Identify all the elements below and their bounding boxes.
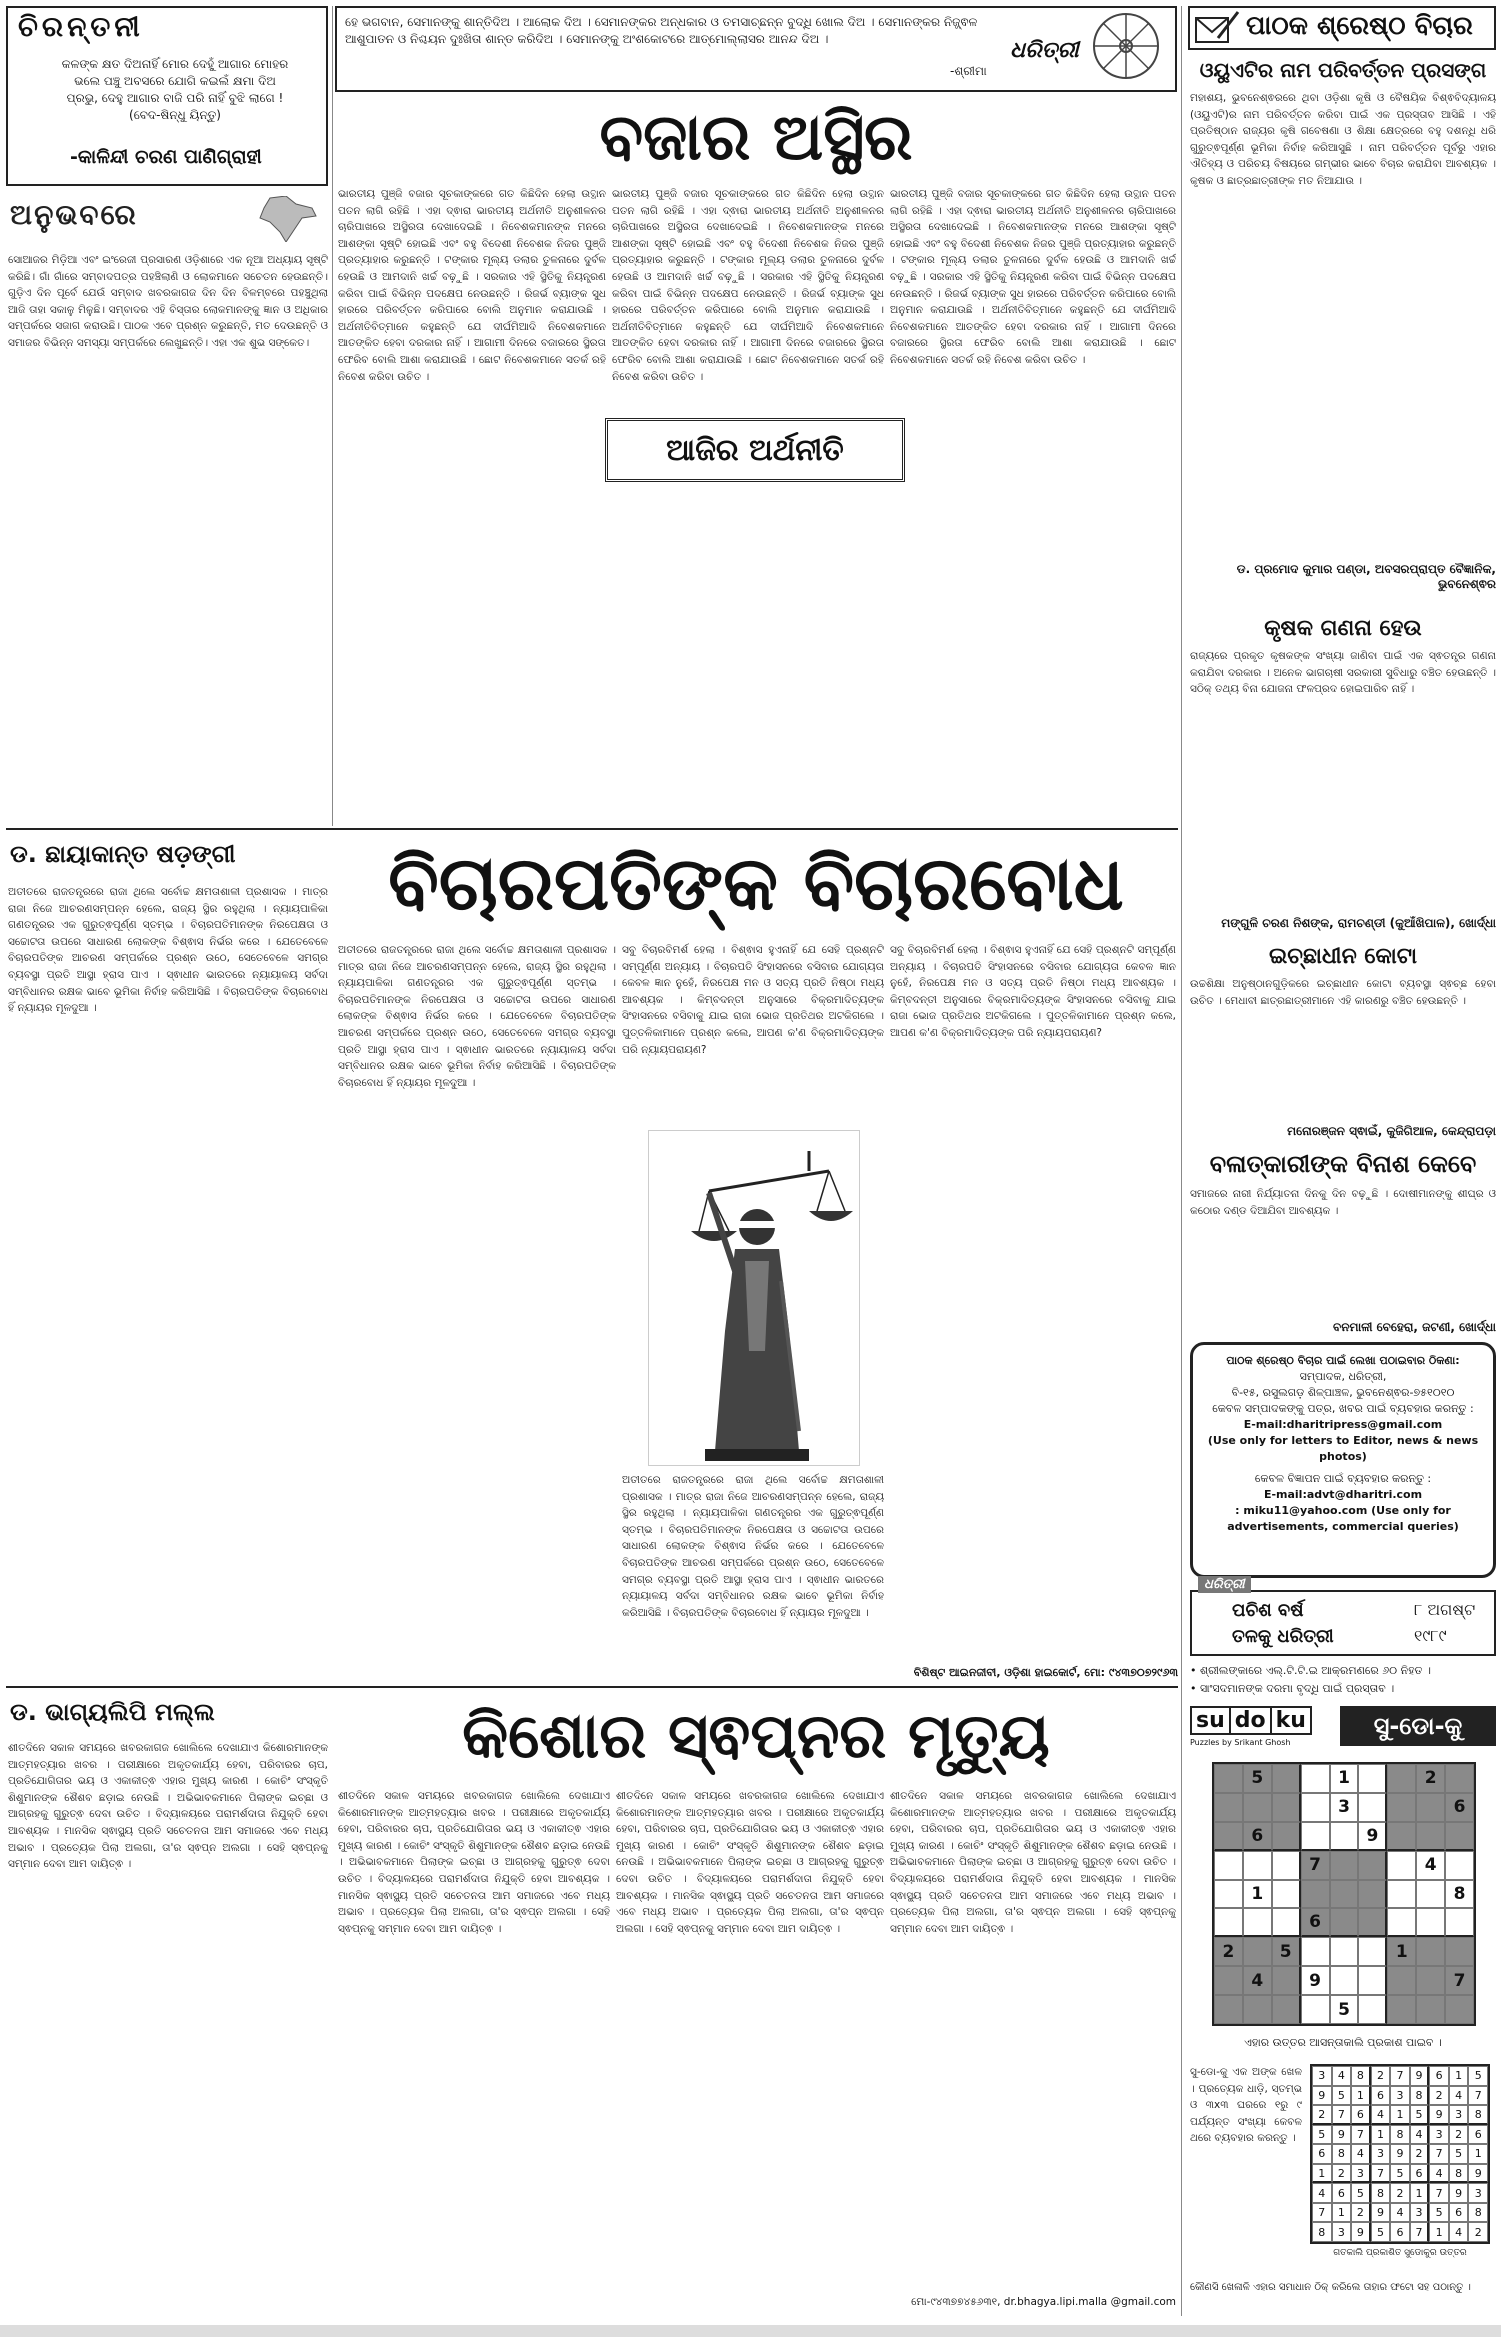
letter4-text: ସମାଜରେ ନାରୀ ନିର୍ଯ୍ୟାତନା ଦିନକୁ ଦିନ ବଢ଼ୁଛି । ଦୋଷୀମାନଙ୍କୁ ଶୀଘ୍ର ଓ କଠୋର ଦଣ୍ଡ ଦିଆଯିବା ଆବଶ୍ୟକ । — [1190, 1188, 1496, 1217]
sudoku-cell[interactable] — [1387, 1908, 1416, 1937]
sudoku-cell[interactable] — [1358, 1937, 1387, 1966]
sudoku-solution-cell: 6 — [1390, 2222, 1410, 2242]
sudoku-footnote: କୌଣସି ଖେଳାଳି ଏହାର ସମାଧାନ ଠିକ୍ କରିଲେ ତାହାର ଫଟୋ ସହ ପଠାନ୍ତୁ । — [1190, 2282, 1471, 2293]
letter1-text: ମହାଶୟ, ଭୁବନେଶ୍ଵରରେ ଥିବା ଓଡ଼ିଶା କୃଷି ଓ ବୈଷୟିକ ବିଶ୍ଵବିଦ୍ୟାଳୟ (ଓୟୁଏଟି)ର ନାମ ପରିବର୍ତ୍ତନ କରିବା ପାଇଁ ଏକ ପ୍ରସ୍ତାବ ଆସିଛି । ଏହି ପ୍ରତିଷ୍ଠାନ ରାଜ୍ୟର କୃଷି ଗବେଷଣା ଓ ଶିକ୍ଷା କ୍ଷେତ୍ରରେ ବହୁ ଦଶନ୍ଧି ଧରି ଗୁରୁତ୍ଵପୂର୍ଣ୍ଣ ଭୂମିକା ନିର୍ବାହ କରିଆସୁଛି । ନାମ ପରିବର୍ତ୍ତନ ପୂର୍ବରୁ ଏହାର ଐତିହ୍ୟ ଓ ପରିଚୟ ବିଷୟରେ ଗମ୍ଭୀର ଭାବେ ବିଚାର କରାଯିବା ଆବଶ୍ୟକ । କୃଷକ ଓ ଛାତ୍ରଛାତ୍ରୀଙ୍କ ମତ ନିଆଯାଉ । — [1190, 92, 1496, 187]
sudoku-solution-cell: 2 — [1312, 2105, 1332, 2125]
chirantani-poem: କଳଙ୍କ କ୍ଷତ ଦିଅନାହିଁ ମୋର ଦେହୁଁ ଆଗାର ମୋହର ଭଲେ ପଞ୍ଚୁ ଅବସରେ ଯୋଗି କଇଲଁ କ୍ଷମା ଦିଅ ପ୍ରଭୁ, ଦେହୁ ଆଗାର ବାଜି ପରି ନାହିଁ ବୁଝି ଲାଗେ ! (ବେଦ-ଷିନ୍ଧୁ ୟିନ୍ତୁ) — [61, 57, 289, 122]
sudoku-solution-cell: 1 — [1390, 2105, 1410, 2125]
article3-text-col1: ଶୀତଦିନେ ସକାଳ ସମୟରେ ଖବରକାଗଜ ଖୋଲିଲେ ଦେଖାଯାଏ କିଶୋରମାନଙ୍କ ଆତ୍ମହତ୍ୟାର ଖବର । ପରୀକ୍ଷାରେ ଅକୃତକାର୍ଯ୍ୟ ହେବା, ପରିବାରର ଚାପ, ପ୍ରତିଯୋଗିତାର ଭୟ ଓ ଏକାକୀତ୍ଵ ଏହାର ମୁଖ୍ୟ କାରଣ । କୋଚିଂ ସଂସ୍କୃତି ଶିଶୁମାନଙ୍କ ଶୈଶବ ଛଡ଼ାଇ ନେଉଛି । ଅଭିଭାବକମାନେ ପିଲାଙ୍କ ଇଚ୍ଛା ଓ ଆଗ୍ରହକୁ ଗୁରୁତ୍ଵ ଦେବା ଉଚିତ । ବିଦ୍ୟାଳୟରେ ପରାମର୍ଶଦାତା ନିଯୁକ୍ତି ହେବା ଆବଶ୍ୟକ । ମାନସିକ ସ୍ଵାସ୍ଥ୍ୟ ପ୍ରତି ସଚେତନତା ଆମ ସମାଜରେ ଏବେ ମଧ୍ୟ ଅଭାବ । ପ୍ରତ୍ୟେକ ପିଲା ଅଲଗା, ତା'ର ସ୍ଵପ୍ନ ଅଲଗା । ସେହି ସ୍ଵପ୍ନକୁ ସମ୍ମାନ ଦେବା ଆମ ଦାୟିତ୍ଵ । — [8, 1742, 328, 1871]
sudoku-solution-cell: 2 — [1351, 2203, 1371, 2223]
sudoku-solution-cell: 9 — [1332, 2125, 1352, 2145]
sudoku-cell[interactable] — [1272, 1851, 1301, 1880]
sudoku-solution-cell: 2 — [1449, 2125, 1469, 2145]
masthead-logo: ଧରିତ୍ରୀ — [1010, 38, 1079, 63]
left-column-text: ସୋଆଜର ମିଡ଼ିଆ ଏବଂ ଇଂରେଜୀ ପ୍ରସାରଣ ଓଡ଼ିଶାରେ ଏକ ନୂଆ ଅଧ୍ୟାୟ ସୃଷ୍ଟି କରିଛି। ଗାଁ ଗାଁରେ ସମ୍ବାଦପତ୍ର ପହଞ୍ଚିଲାଣି ଓ ଲୋକମାନେ ସଚେତନ ହେଉଛନ୍ତି। ଗୁଡ଼ିଏ ଦିନ ପୂର୍ବେ ଯେଉଁ ସମ୍ବାଦ ଖବରକାଗଜ ଦିନ ଦିନ ବିଳମ୍ବରେ ପହଞ୍ଚୁଥିଲା ଆଜି ତାହା ସକାଳୁ ମିଳୁଛି। ସମ୍ବାଦର ଏହି ବିସ୍ତାର ଲୋକମାନଙ୍କୁ ଜ୍ଞାନ ଓ ଅଧିକାର ସମ୍ପର୍କରେ ସଜାଗ କରାଉଛି। ପାଠକ ଏବେ ପ୍ରଶ୍ନ କରୁଛନ୍ତି, ମତ ଦେଉଛନ୍ତି ଓ ସମାଜର ବିଭିନ୍ନ ସମସ୍ୟା ସମ୍ପର୍କରେ ଲେଖୁଛନ୍ତି। ଏହା ଏକ ଶୁଭ ସଙ୍କେତ। — [8, 254, 328, 349]
sudoku-cell[interactable] — [1358, 1764, 1387, 1793]
contact-line3: ବି-୧୫, ରସୁଲଗଡ଼ ଶିଳ୍ପାଞ୍ଚଳ, ଭୁବନେଶ୍ଵର-୭୫୧୦୧୦ — [1231, 1386, 1455, 1399]
sudoku-solution-cell: 3 — [1429, 2125, 1449, 2145]
sudoku-solution-cell: 4 — [1312, 2183, 1332, 2203]
sudoku-solution-cell: 3 — [1312, 2066, 1332, 2086]
sudoku-header — [1190, 1706, 1496, 1752]
sudoku-solution-cell: 6 — [1429, 2066, 1449, 2086]
sudoku-cell[interactable] — [1358, 1793, 1387, 1822]
article1-subhead — [605, 418, 905, 482]
contact-email3[interactable]: : miku11@yahoo.com (Use only for advertisements, commercial queries) — [1227, 1504, 1459, 1533]
sudoku-cell[interactable]: 5 — [1272, 1937, 1301, 1966]
sudoku-cell[interactable] — [1301, 1793, 1330, 1822]
sudoku-solution-cell: 7 — [1351, 2125, 1371, 2145]
sudoku-solution-cell: 2 — [1371, 2066, 1391, 2086]
sudoku-solution-cell: 5 — [1468, 2066, 1488, 2086]
sudoku-cell[interactable] — [1416, 1995, 1445, 2024]
sudoku-cell[interactable] — [1214, 1822, 1243, 1851]
sudoku-cell[interactable] — [1445, 1908, 1474, 1937]
sudoku-cell[interactable]: 5 — [1330, 1995, 1359, 2024]
sudoku-solution-cell: 9 — [1429, 2105, 1449, 2125]
letter3-title: ଇଚ୍ଛାଧୀନ କୋଟା — [1269, 944, 1417, 969]
sudoku-solution-cell: 8 — [1468, 2105, 1488, 2125]
sudoku-solution-cell: 6 — [1371, 2086, 1391, 2106]
sudoku-cell[interactable] — [1330, 1822, 1359, 1851]
scales-of-justice-icon — [649, 1131, 861, 1467]
article2-headline: ବିଚାରପତିଙ୍କ ବିଚାରବୋଧ — [388, 841, 1124, 927]
sudoku-cell[interactable]: 2 — [1214, 1937, 1243, 1966]
letter4-title: ବଳାତ୍କାରୀଙ୍କ ବିନାଶ କେବେ — [1209, 1150, 1477, 1178]
article2-author-footer: ବିଶିଷ୍ଟ ଆଇନଜୀବୀ, ଓଡ଼ିଶା ହାଇକୋର୍ଟ, ମୋ: ୯୪୩୭୦୭୨୯୬୩ — [913, 1666, 1178, 1679]
sudoku-cell[interactable] — [1416, 1793, 1445, 1822]
sudoku-cell[interactable] — [1445, 1764, 1474, 1793]
sudoku-credit: Puzzles by Srikant Ghosh — [1190, 1738, 1291, 1747]
editorial-note-signature: -ଶ୍ରୀମା — [950, 64, 987, 78]
sudoku-solution-cell: 6 — [1332, 2183, 1352, 2203]
sudoku-solution-cell: 5 — [1429, 2203, 1449, 2223]
sudoku-solution-cell: 1 — [1312, 2164, 1332, 2184]
article3-headline: କିଶୋର ସ୍ଵପ୍ନର ମୃତ୍ୟୁ — [462, 1699, 1050, 1772]
sudoku-brand-ku: ku — [1275, 1708, 1306, 1733]
sudoku-cell[interactable]: 9 — [1301, 1966, 1330, 1995]
sudoku-cell[interactable]: 2 — [1416, 1764, 1445, 1793]
sudoku-cell[interactable] — [1243, 1793, 1272, 1822]
sudoku-cell[interactable] — [1387, 1966, 1416, 1995]
sudoku-solution-cell: 9 — [1312, 2086, 1332, 2106]
sudoku-solution-cell: 5 — [1390, 2164, 1410, 2184]
sudoku-cell[interactable] — [1358, 1908, 1387, 1937]
sudoku-cell[interactable]: 7 — [1301, 1851, 1330, 1880]
sudoku-solution-cell: 5 — [1332, 2086, 1352, 2106]
article3-text-col2: ଶୀତଦିନେ ସକାଳ ସମୟରେ ଖବରକାଗଜ ଖୋଲିଲେ ଦେଖାଯାଏ କିଶୋରମାନଙ୍କ ଆତ୍ମହତ୍ୟାର ଖବର । ପରୀକ୍ଷାରେ ଅକୃତକାର୍ଯ୍ୟ ହେବା, ପରିବାରର ଚାପ, ପ୍ରତିଯୋଗିତାର ଭୟ ଓ ଏକାକୀତ୍ଵ ଏହାର ମୁଖ୍ୟ କାରଣ । କୋଚିଂ ସଂସ୍କୃତି ଶିଶୁମାନଙ୍କ ଶୈଶବ ଛଡ଼ାଇ ନେଉଛି । ଅଭିଭାବକମାନେ ପିଲାଙ୍କ ଇଚ୍ଛା ଓ ଆଗ୍ରହକୁ ଗୁରୁତ୍ଵ ଦେବା ଉଚିତ । ବିଦ୍ୟାଳୟରେ ପରାମର୍ଶଦାତା ନିଯୁକ୍ତି ହେବା ଆବଶ୍ୟକ । ମାନସିକ ସ୍ଵାସ୍ଥ୍ୟ ପ୍ରତି ସଚେତନତା ଆମ ସମାଜରେ ଏବେ ମଧ୍ୟ ଅଭାବ । ପ୍ରତ୍ୟେକ ପିଲା ଅଲଗା, ତା'ର ସ୍ଵପ୍ନ ଅଲଗା । ସେହି ସ୍ଵପ୍ନକୁ ସମ୍ମାନ ଦେବା ଆମ ଦାୟିତ୍ଵ । — [338, 1790, 610, 1935]
sudoku-solution-cell: 1 — [1410, 2183, 1430, 2203]
sudoku-solution-cell: 7 — [1371, 2164, 1391, 2184]
sudoku-solution-cell: 2 — [1390, 2183, 1410, 2203]
sudoku-cell[interactable] — [1301, 1937, 1330, 1966]
article1-text-col2: ଭାରତୀୟ ପୁଞ୍ଜି ବଜାର ସୂଚକାଙ୍କରେ ଗତ କିଛିଦିନ ହେଲା ଉତ୍ଥାନ ପତନ ଲାଗି ରହିଛି । ଏହା ଦ୍ଵାରା ଭାରତୀୟ ଅର୍ଥନୀତି ଅନୁଶୀଳନର ଚାରିପାଖରେ ଅସ୍ଥିରତା ଦେଖାଦେଇଛି । ନିବେଶକମାନଙ୍କ ମନରେ ଆଶଙ୍କା ସୃଷ୍ଟି ହୋଇଛି ଏବଂ ବହୁ ବିଦେଶୀ ନିବେଶକ ନିଜର ପୁଞ୍ଜି ପ୍ରତ୍ୟାହାର କରୁଛନ୍ତି । ଟଙ୍କାର ମୂଲ୍ୟ ଡଲାର ତୁଳନାରେ ଦୁର୍ବଳ ହେଉଛି ଓ ଆମଦାନି ଖର୍ଚ୍ଚ ବଢ଼ୁଛି । ସରକାର ଏହି ସ୍ଥିତିକୁ ନିୟନ୍ତ୍ରଣ କରିବା ପାଇଁ ବିଭିନ୍ନ ପଦକ୍ଷେପ ନେଉଛନ୍ତି । ରିଜର୍ଭ ବ୍ୟାଙ୍କ ସୁଧ ହାରରେ ପରିବର୍ତ୍ତନ କରିପାରେ ବୋଲି ଅନୁମାନ କରାଯାଉଛି । ଅର୍ଥନୀତିବିତ୍‌ମାନେ କହୁଛନ୍ତି ଯେ ଦୀର୍ଘମିଆଦି ନିବେଶକମାନେ ଆତଙ୍କିତ ହେବା ଦରକାର ନାହିଁ । ଆଗାମୀ ଦିନରେ ବଜାରରେ ସ୍ଥିରତା ଫେରିବ ବୋଲି ଆଶା କରାଯାଉଛି । ଛୋଟ ନିବେଶକମାନେ ସତର୍କ ରହି ନିବେଶ କରିବା ଉଚିତ । — [612, 188, 884, 383]
sudoku-cell[interactable] — [1387, 1822, 1416, 1851]
sudoku-solution-cell: 9 — [1351, 2222, 1371, 2242]
sudoku-cell[interactable] — [1387, 1880, 1416, 1909]
sudoku-solution-cell: 9 — [1390, 2144, 1410, 2164]
sudoku-solution-cell: 4 — [1449, 2222, 1469, 2242]
chirantani-author: -କାଳିନ୍ଦୀ ଚରଣ ପାଣିଗ୍ରାହୀ — [70, 146, 262, 168]
sudoku-title: ସୁ-ଡୋ-କୁ — [1340, 1706, 1496, 1746]
contact-line4: କେବଳ ସମ୍ପାଦକଙ୍କୁ ପତ୍ର, ଖବର ପାଇଁ ବ୍ୟବହାର କରନ୍ତୁ : — [1212, 1402, 1474, 1415]
sudoku-solution-cell: 7 — [1332, 2105, 1352, 2125]
sudoku-cell[interactable] — [1214, 1880, 1243, 1909]
sudoku-solution-cell: 6 — [1312, 2144, 1332, 2164]
column-rule — [1181, 6, 1182, 2316]
anniversary-line1: • ଶ୍ରୀଲଙ୍କାରେ ଏଲ୍.ଟି.ଟି.ଇ ଆକ୍ରମଣରେ ୬୦ ନିହତ । — [1190, 1664, 1431, 1677]
sudoku-cell[interactable] — [1243, 1937, 1272, 1966]
sudoku-solution-cell: 1 — [1468, 2144, 1488, 2164]
sudoku-solution-cell: 4 — [1351, 2144, 1371, 2164]
contact-line5: କେବଳ ବିଜ୍ଞାପନ ପାଇଁ ବ୍ୟବହାର କରନ୍ତୁ : — [1254, 1472, 1432, 1485]
sudoku-cell[interactable] — [1358, 1966, 1387, 1995]
sudoku-cell[interactable]: 7 — [1445, 1966, 1474, 1995]
sudoku-cell[interactable] — [1272, 1880, 1301, 1909]
sudoku-solution-cell: 9 — [1371, 2203, 1391, 2223]
sudoku-solution-cell: 3 — [1332, 2222, 1352, 2242]
sudoku-cell[interactable] — [1358, 1995, 1387, 2024]
sudoku-cell[interactable] — [1243, 1995, 1272, 2024]
sudoku-solution-cell: 1 — [1429, 2222, 1449, 2242]
letter1-author: ଡ. ପ୍ରମୋଦ କୁମାର ପଣ୍ଡା, ଅବସରପ୍ରାପ୍ତ ବୈଜ୍ଞାନିକ, ଭୁବନେଶ୍ଵର — [1236, 562, 1496, 591]
sudoku-cell[interactable]: 9 — [1358, 1822, 1387, 1851]
sudoku-solution-cell: 4 — [1332, 2066, 1352, 2086]
sudoku-cell[interactable]: 3 — [1330, 1793, 1359, 1822]
article3-footer: ମୋ-୯୪୩୭୭୪୫୬୩୧, dr.bhagya.lipi.malla @gmail.com — [911, 2296, 1176, 2308]
sudoku-cell[interactable] — [1272, 1966, 1301, 1995]
sudoku-cell[interactable] — [1272, 1908, 1301, 1937]
article1-text-col3: ଭାରତୀୟ ପୁଞ୍ଜି ବଜାର ସୂଚକାଙ୍କରେ ଗତ କିଛିଦିନ ହେଲା ଉତ୍ଥାନ ପତନ ଲାଗି ରହିଛି । ଏହା ଦ୍ଵାରା ଭାରତୀୟ ଅର୍ଥନୀତି ଅନୁଶୀଳନର ଚାରିପାଖରେ ଅସ୍ଥିରତା ଦେଖାଦେଇଛି । ନିବେଶକମାନଙ୍କ ମନରେ ଆଶଙ୍କା ସୃଷ୍ଟି ହୋଇଛି ଏବଂ ବହୁ ବିଦେଶୀ ନିବେଶକ ନିଜର ପୁଞ୍ଜି ପ୍ରତ୍ୟାହାର କରୁଛନ୍ତି । ଟଙ୍କାର ମୂଲ୍ୟ ଡଲାର ତୁଳନାରେ ଦୁର୍ବଳ ହେଉଛି ଓ ଆମଦାନି ଖର୍ଚ୍ଚ ବଢ଼ୁଛି । ସରକାର ଏହି ସ୍ଥିତିକୁ ନିୟନ୍ତ୍ରଣ କରିବା ପାଇଁ ବିଭିନ୍ନ ପଦକ୍ଷେପ ନେଉଛନ୍ତି । ରିଜର୍ଭ ବ୍ୟାଙ୍କ ସୁଧ ହାରରେ ପରିବର୍ତ୍ତନ କରିପାରେ ବୋଲି ଅନୁମାନ କରାଯାଉଛି । ଅର୍ଥନୀତିବିତ୍‌ମାନେ କହୁଛନ୍ତି ଯେ ଦୀର୍ଘମିଆଦି ନିବେଶକମାନେ ଆତଙ୍କିତ ହେବା ଦରକାର ନାହିଁ । ଆଗାମୀ ଦିନରେ ବଜାରରେ ସ୍ଥିରତା ଫେରିବ ବୋଲି ଆଶା କରାଯାଉଛି । ଛୋଟ ନିବେଶକମାନେ ସତର୍କ ରହି ନିବେଶ କରିବା ଉଚିତ । — [890, 188, 1176, 366]
sudoku-cell[interactable] — [1214, 1908, 1243, 1937]
section-divider — [6, 828, 1178, 830]
sudoku-solution-cell: 3 — [1351, 2164, 1371, 2184]
sudoku-solution-cell: 5 — [1312, 2125, 1332, 2145]
sudoku-cell[interactable] — [1445, 1851, 1474, 1880]
sudoku-solution-cell: 3 — [1390, 2086, 1410, 2106]
column-rule — [332, 6, 333, 826]
sudoku-solution-cell: 8 — [1449, 2164, 1469, 2184]
article2-text-col2: ଅତୀତରେ ରାଜତନ୍ତ୍ରରେ ରାଜା ଥିଲେ ସର୍ବୋଚ୍ଚ କ୍ଷମତାଶାଳୀ ପ୍ରଶାସକ । ମାତ୍ର ରାଜା ନିଜେ ଆଚରଣସମ୍ପନ୍ନ ହେଲେ, ରାଜ୍ୟ ସ୍ଥିର ରହୁଥିଲା । ନ୍ୟାୟପାଳିକା ଗଣତନ୍ତ୍ରର ଏକ ଗୁରୁତ୍ଵପୂର୍ଣ୍ଣ ସ୍ତମ୍ଭ । ବିଚାରପତିମାନଙ୍କ ନିରପେକ୍ଷତା ଓ ସଚ୍ଚୋଟତା ଉପରେ ସାଧାରଣ ଲୋକଙ୍କ ବିଶ୍ଵାସ ନିର୍ଭର କରେ । ଯେତେବେଳେ ବିଚାରପତିଙ୍କ ଆଚରଣ ସମ୍ପର୍କରେ ପ୍ରଶ୍ନ ଉଠେ, ସେତେବେଳେ ସମଗ୍ର ବ୍ୟବସ୍ଥା ପ୍ରତି ଆସ୍ଥା ହ୍ରାସ ପାଏ । ସ୍ଵାଧୀନ ଭାରତରେ ନ୍ୟାୟାଳୟ ସର୍ବଦା ସମ୍ବିଧାନର ରକ୍ଷକ ଭାବେ ଭୂମିକା ନିର୍ବାହ କରିଆସିଛି । ବିଚାରପତିଙ୍କ ବିଚାରବୋଧ ହିଁ ନ୍ୟାୟର ମୂଳଦୁଆ । — [338, 944, 616, 1089]
anniversary-brand: ଧରିତ୍ରୀ — [1198, 1576, 1251, 1593]
sudoku-cell[interactable]: 4 — [1416, 1851, 1445, 1880]
sudoku-solution-cell: 8 — [1371, 2183, 1391, 2203]
sudoku-solution-cell: 5 — [1351, 2183, 1371, 2203]
sudoku-solution-cell: 8 — [1410, 2086, 1430, 2106]
sudoku-caption: ଏହାର ଉତ୍ତର ଆସନ୍ତାକାଲି ପ୍ରକାଶ ପାଇବ । — [1244, 2036, 1442, 2049]
sudoku-cell[interactable] — [1272, 1764, 1301, 1793]
sudoku-solution-caption: ଗତକାଲି ପ୍ରକାଶିତ ସୁଡୋକୁର ଉତ୍ତର — [1333, 2248, 1467, 2258]
sudoku-cell[interactable] — [1330, 1937, 1359, 1966]
sudoku-solution-cell: 7 — [1429, 2144, 1449, 2164]
sudoku-solution-cell: 8 — [1312, 2222, 1332, 2242]
sudoku-solution-cell: 8 — [1351, 2066, 1371, 2086]
anubhabare-logo — [6, 196, 328, 244]
sudoku-cell[interactable] — [1445, 1937, 1474, 1966]
sudoku-solution-cell: 4 — [1390, 2203, 1410, 2223]
letter1-title: ଓୟୁଏଟିର ନାମ ପରିବର୍ତ୍ତନ ପ୍ରସଙ୍ଗ — [1199, 58, 1487, 82]
sudoku-cell[interactable] — [1301, 1880, 1330, 1909]
page-bottom-bar — [0, 2325, 1501, 2337]
sudoku-cell[interactable] — [1214, 1851, 1243, 1880]
contact-line1: ପାଠକ ଶ୍ରେଷ୍ଠ ବିଚାର ପାଇଁ ଲେଖା ପଠାଇବାର ଠିକଣା: — [1226, 1354, 1460, 1367]
letter2-author: ମଙ୍ଗୁଳି ଚରଣ ନିଶଙ୍କ, ରାମଚଣ୍ଡୀ (କୁଆଁଖିପାଳ), ଖୋର୍ଦ୍ଧା — [1221, 916, 1496, 930]
sudoku-solution-cell: 2 — [1468, 2222, 1488, 2242]
sudoku-solution-cell: 1 — [1449, 2066, 1469, 2086]
sudoku-solution-cell: 2 — [1332, 2164, 1352, 2184]
sudoku-solution-cell: 7 — [1429, 2183, 1449, 2203]
sudoku-cell[interactable] — [1214, 1995, 1243, 2024]
reader-column-title: ପାଠକ ଶ୍ରେଷ୍ଠ ବିଚାର — [1246, 11, 1473, 41]
envelope-pen-icon — [1194, 10, 1240, 46]
sudoku-solution-cell: 9 — [1410, 2066, 1430, 2086]
contact-line2: ସମ୍ପାଦକ, ଧରିତ୍ରୀ, — [1299, 1370, 1387, 1383]
sudoku-solution-cell: 3 — [1468, 2183, 1488, 2203]
lady-justice-image — [648, 1130, 860, 1466]
sudoku-cell[interactable] — [1387, 1851, 1416, 1880]
letter4-author: ବନମାଳୀ ବେହେରା, ଜଟଣୀ, ଖୋର୍ଦ୍ଧା — [1333, 1320, 1496, 1334]
sudoku-brand-do: do — [1231, 1708, 1272, 1733]
sudoku-cell[interactable] — [1330, 1851, 1359, 1880]
sudoku-solution-cell: 2 — [1410, 2144, 1430, 2164]
sudoku-cell[interactable]: 6 — [1243, 1822, 1272, 1851]
article2-text-col3: ସବୁ ବିଚାରବିମର୍ଶ ହେଲା । ବିଶ୍ଵାସ ହୁଏନାହିଁ ଯେ ସେହି ପ୍ରଶ୍ନଟି ସମ୍ପୂର୍ଣ୍ଣ ଅନ୍ୟାୟ । ବିଚାରପତି ସିଂହାସନରେ ବସିବାର ଯୋଗ୍ୟତା କେବଳ ଜ୍ଞାନ ନୁହେଁ, ନିରପେକ୍ଷ ମନ ଓ ସତ୍ୟ ପ୍ରତି ନିଷ୍ଠା ମଧ୍ୟ ଆବଶ୍ୟକ । କିମ୍ବଦନ୍ତୀ ଅନୁସାରେ ବିକ୍ରମାଦିତ୍ୟଙ୍କ ସିଂହାସନରେ ବସିବାକୁ ଯାଇ ରାଜା ଭୋଜ ପ୍ରତିଥର ଅଟକିଗଲେ । ପୁତ୍ତଳିକାମାନେ ପ୍ରଶ୍ନ କଲେ, ଆପଣ କ'ଣ ବିକ୍ରମାଦିତ୍ୟଙ୍କ ପରି ନ୍ୟାୟପରାୟଣ? — [622, 944, 884, 1056]
letter3-author: ମନୋରଞ୍ଜନ ସ୍ଵାଇଁ, କୁଜିଗିଆଳ, କେନ୍ଦ୍ରାପଡ଼ା — [1287, 1124, 1496, 1138]
sudoku-solution-cell: 4 — [1410, 2125, 1430, 2145]
sudoku-solution-cell: 6 — [1410, 2164, 1430, 2184]
sudoku-solution-cell: 6 — [1449, 2203, 1469, 2223]
sudoku-solution-cell: 8 — [1390, 2125, 1410, 2145]
sudoku-cell[interactable] — [1416, 1966, 1445, 1995]
contact-box — [1190, 1342, 1496, 1578]
sudoku-cell[interactable]: 5 — [1243, 1764, 1272, 1793]
letter2-text: ରାଜ୍ୟରେ ପ୍ରକୃତ କୃଷକଙ୍କ ସଂଖ୍ୟା ଜାଣିବା ପାଇଁ ଏକ ସ୍ଵତନ୍ତ୍ର ଗଣନା କରାଯିବା ଦରକାର । ଅନେକ ଭାଗଚାଷୀ ସରକାରୀ ସୁବିଧାରୁ ବଞ୍ଚିତ ହେଉଛନ୍ତି । ସଠିକ୍ ତଥ୍ୟ ବିନା ଯୋଜନା ଫଳପ୍ରଦ ହୋଇପାରିବ ନାହିଁ । — [1190, 650, 1496, 696]
sudoku-solution-cell: 1 — [1332, 2203, 1352, 2223]
sudoku-cell[interactable]: 8 — [1445, 1880, 1474, 1909]
anniversary-line2: • ସାଂସଦମାନଙ୍କ ଦରମା ବୃଦ୍ଧି ପାଇଁ ପ୍ରସ୍ତାବ । — [1190, 1682, 1395, 1695]
sudoku-cell[interactable]: 6 — [1445, 1793, 1474, 1822]
sudoku-solution-cell: 8 — [1332, 2144, 1352, 2164]
sudoku-cell[interactable] — [1358, 1851, 1387, 1880]
chirantani-title: ଚିରନ୍ତନୀ — [18, 10, 144, 43]
sudoku-cell[interactable] — [1416, 1822, 1445, 1851]
sudoku-solution-cell: 3 — [1449, 2105, 1469, 2125]
sudoku-cell[interactable]: 1 — [1330, 1764, 1359, 1793]
sudoku-cell[interactable] — [1272, 1995, 1301, 2024]
sudoku-solution-cell: 6 — [1351, 2105, 1371, 2125]
sudoku-cell[interactable] — [1330, 1966, 1359, 1995]
sudoku-cell[interactable] — [1387, 1995, 1416, 2024]
sudoku-cell[interactable] — [1243, 1908, 1272, 1937]
anniversary-date: ୮ ଅଗଷ୍ଟ — [1414, 1600, 1476, 1619]
sudoku-cell[interactable] — [1301, 1822, 1330, 1851]
sudoku-cell[interactable] — [1272, 1822, 1301, 1851]
sudoku-solution-grid — [1310, 2064, 1490, 2244]
article1-text-col1: ଭାରତୀୟ ପୁଞ୍ଜି ବଜାର ସୂଚକାଙ୍କରେ ଗତ କିଛିଦିନ ହେଲା ଉତ୍ଥାନ ପତନ ଲାଗି ରହିଛି । ଏହା ଦ୍ଵାରା ଭାରତୀୟ ଅର୍ଥନୀତି ଅନୁଶୀଳନର ଚାରିପାଖରେ ଅସ୍ଥିରତା ଦେଖାଦେଇଛି । ନିବେଶକମାନଙ୍କ ମନରେ ଆଶଙ୍କା ସୃଷ୍ଟି ହୋଇଛି ଏବଂ ବହୁ ବିଦେଶୀ ନିବେଶକ ନିଜର ପୁଞ୍ଜି ପ୍ରତ୍ୟାହାର କରୁଛନ୍ତି । ଟଙ୍କାର ମୂଲ୍ୟ ଡଲାର ତୁଳନାରେ ଦୁର୍ବଳ ହେଉଛି ଓ ଆମଦାନି ଖର୍ଚ୍ଚ ବଢ଼ୁଛି । ସରକାର ଏହି ସ୍ଥିତିକୁ ନିୟନ୍ତ୍ରଣ କରିବା ପାଇଁ ବିଭିନ୍ନ ପଦକ୍ଷେପ ନେଉଛନ୍ତି । ରିଜର୍ଭ ବ୍ୟାଙ୍କ ସୁଧ ହାରରେ ପରିବର୍ତ୍ତନ କରିପାରେ ବୋଲି ଅନୁମାନ କରାଯାଉଛି । ଅର୍ଥନୀତିବିତ୍‌ମାନେ କହୁଛନ୍ତି ଯେ ଦୀର୍ଘମିଆଦି ନିବେଶକମାନେ ଆତଙ୍କିତ ହେବା ଦରକାର ନାହିଁ । ଆଗାମୀ ଦିନରେ ବଜାରରେ ସ୍ଥିରତା ଫେରିବ ବୋଲି ଆଶା କରାଯାଉଛି । ଛୋଟ ନିବେଶକମାନେ ସତର୍କ ରହି ନିବେଶ କରିବା ଉଚିତ । — [338, 188, 606, 383]
article2-byline: ଡ. ଛାୟାକାନ୍ତ ଷଡ଼ଙ୍ଗୀ — [10, 840, 236, 868]
sudoku-cell[interactable] — [1301, 1764, 1330, 1793]
section-divider — [6, 1686, 1178, 1688]
sudoku-cell[interactable] — [1445, 1822, 1474, 1851]
sudoku-cell[interactable] — [1445, 1995, 1474, 2024]
article2-text-col4: ସବୁ ବିଚାରବିମର୍ଶ ହେଲା । ବିଶ୍ଵାସ ହୁଏନାହିଁ ଯେ ସେହି ପ୍ରଶ୍ନଟି ସମ୍ପୂର୍ଣ୍ଣ ଅନ୍ୟାୟ । ବିଚାରପତି ସିଂହାସନରେ ବସିବାର ଯୋଗ୍ୟତା କେବଳ ଜ୍ଞାନ ନୁହେଁ, ନିରପେକ୍ଷ ମନ ଓ ସତ୍ୟ ପ୍ରତି ନିଷ୍ଠା ମଧ୍ୟ ଆବଶ୍ୟକ । କିମ୍ବଦନ୍ତୀ ଅନୁସାରେ ବିକ୍ରମାଦିତ୍ୟଙ୍କ ସିଂହାସନରେ ବସିବାକୁ ଯାଇ ରାଜା ଭୋଜ ପ୍ରତିଥର ଅଟକିଗଲେ । ପୁତ୍ତଳିକାମାନେ ପ୍ରଶ୍ନ କଲେ, ଆପଣ କ'ଣ ବିକ୍ରମାଦିତ୍ୟଙ୍କ ପରି ନ୍ୟାୟପରାୟଣ? — [890, 944, 1176, 1039]
contact-email2[interactable]: E-mail:advt@dharitri.com — [1263, 1488, 1423, 1501]
anubhabare-logo-text: ଅନୁଭବରେ — [10, 198, 138, 231]
sudoku-solution-cell: 8 — [1468, 2203, 1488, 2223]
sudoku-solution-cell: 9 — [1449, 2183, 1469, 2203]
sudoku-brand-su: su — [1192, 1708, 1231, 1733]
contact-email1[interactable]: E-mail:dharitripress@gmail.com — [1243, 1418, 1443, 1431]
contact-email1-note: (Use only for letters to Editor, news & news photos) — [1207, 1434, 1479, 1463]
india-map-icon — [256, 196, 318, 242]
anniversary-box — [1190, 1577, 1496, 1656]
sudoku-solution-cell: 6 — [1468, 2125, 1488, 2145]
sudoku-solution-cell: 5 — [1410, 2105, 1430, 2125]
article2-text-col3b: ଅତୀତରେ ରାଜତନ୍ତ୍ରରେ ରାଜା ଥିଲେ ସର୍ବୋଚ୍ଚ କ୍ଷମତାଶାଳୀ ପ୍ରଶାସକ । ମାତ୍ର ରାଜା ନିଜେ ଆଚରଣସମ୍ପନ୍ନ ହେଲେ, ରାଜ୍ୟ ସ୍ଥିର ରହୁଥିଲା । ନ୍ୟାୟପାଳିକା ଗଣତନ୍ତ୍ରର ଏକ ଗୁରୁତ୍ଵପୂର୍ଣ୍ଣ ସ୍ତମ୍ଭ । ବିଚାରପତିମାନଙ୍କ ନିରପେକ୍ଷତା ଓ ସଚ୍ଚୋଟତା ଉପରେ ସାଧାରଣ ଲୋକଙ୍କ ବିଶ୍ଵାସ ନିର୍ଭର କରେ । ଯେତେବେଳେ ବିଚାରପତିଙ୍କ ଆଚରଣ ସମ୍ପର୍କରେ ପ୍ରଶ୍ନ ଉଠେ, ସେତେବେଳେ ସମଗ୍ର ବ୍ୟବସ୍ଥା ପ୍ରତି ଆସ୍ଥା ହ୍ରାସ ପାଏ । ସ୍ଵାଧୀନ ଭାରତରେ ନ୍ୟାୟାଳୟ ସର୍ବଦା ସମ୍ବିଧାନର ରକ୍ଷକ ଭାବେ ଭୂମିକା ନିର୍ବାହ କରିଆସିଛି । ବିଚାରପତିଙ୍କ ବିଚାରବୋଧ ହିଁ ନ୍ୟାୟର ମୂଳଦୁଆ । — [622, 1474, 884, 1619]
sudoku-solution-cell: 5 — [1371, 2222, 1391, 2242]
sudoku-solution-cell: 7 — [1390, 2066, 1410, 2086]
sudoku-cell[interactable]: 1 — [1243, 1880, 1272, 1909]
sudoku-cell[interactable]: 6 — [1301, 1908, 1330, 1937]
sudoku-solution-cell: 7 — [1312, 2203, 1332, 2223]
sudoku-solution-cell: 1 — [1351, 2086, 1371, 2106]
sudoku-cell[interactable] — [1214, 1764, 1243, 1793]
sudoku-solution-cell: 5 — [1449, 2144, 1469, 2164]
sudoku-cell[interactable] — [1387, 1793, 1416, 1822]
article3-text-col4: ଶୀତଦିନେ ସକାଳ ସମୟରେ ଖବରକାଗଜ ଖୋଲିଲେ ଦେଖାଯାଏ କିଶୋରମାନଙ୍କ ଆତ୍ମହତ୍ୟାର ଖବର । ପରୀକ୍ଷାରେ ଅକୃତକାର୍ଯ୍ୟ ହେବା, ପରିବାରର ଚାପ, ପ୍ରତିଯୋଗିତାର ଭୟ ଓ ଏକାକୀତ୍ଵ ଏହାର ମୁଖ୍ୟ କାରଣ । କୋଚିଂ ସଂସ୍କୃତି ଶିଶୁମାନଙ୍କ ଶୈଶବ ଛଡ଼ାଇ ନେଉଛି । ଅଭିଭାବକମାନେ ପିଲାଙ୍କ ଇଚ୍ଛା ଓ ଆଗ୍ରହକୁ ଗୁରୁତ୍ଵ ଦେବା ଉଚିତ । ବିଦ୍ୟାଳୟରେ ପରାମର୍ଶଦାତା ନିଯୁକ୍ତି ହେବା ଆବଶ୍ୟକ । ମାନସିକ ସ୍ଵାସ୍ଥ୍ୟ ପ୍ରତି ସଚେତନତା ଆମ ସମାଜରେ ଏବେ ମଧ୍ୟ ଅଭାବ । ପ୍ରତ୍ୟେକ ପିଲା ଅଲଗା, ତା'ର ସ୍ଵପ୍ନ ଅଲଗା । ସେହି ସ୍ଵପ୍ନକୁ ସମ୍ମାନ ଦେବା ଆମ ଦାୟିତ୍ଵ । — [890, 1790, 1176, 1935]
article3-text-col3: ଶୀତଦିନେ ସକାଳ ସମୟରେ ଖବରକାଗଜ ଖୋଲିଲେ ଦେଖାଯାଏ କିଶୋରମାନଙ୍କ ଆତ୍ମହତ୍ୟାର ଖବର । ପରୀକ୍ଷାରେ ଅକୃତକାର୍ଯ୍ୟ ହେବା, ପରିବାରର ଚାପ, ପ୍ରତିଯୋଗିତାର ଭୟ ଓ ଏକାକୀତ୍ଵ ଏହାର ମୁଖ୍ୟ କାରଣ । କୋଚିଂ ସଂସ୍କୃତି ଶିଶୁମାନଙ୍କ ଶୈଶବ ଛଡ଼ାଇ ନେଉଛି । ଅଭିଭାବକମାନେ ପିଲାଙ୍କ ଇଚ୍ଛା ଓ ଆଗ୍ରହକୁ ଗୁରୁତ୍ଵ ଦେବା ଉଚିତ । ବିଦ୍ୟାଳୟରେ ପରାମର୍ଶଦାତା ନିଯୁକ୍ତି ହେବା ଆବଶ୍ୟକ । ମାନସିକ ସ୍ଵାସ୍ଥ୍ୟ ପ୍ରତି ସଚେତନତା ଆମ ସମାଜରେ ଏବେ ମଧ୍ୟ ଅଭାବ । ପ୍ରତ୍ୟେକ ପିଲା ଅଲଗା, ତା'ର ସ୍ଵପ୍ନ ଅଲଗା । ସେହି ସ୍ଵପ୍ନକୁ ସମ୍ମାନ ଦେବା ଆମ ଦାୟିତ୍ଵ । — [616, 1790, 884, 1935]
sudoku-rules: ସୁ-ଡୋ-କୁ ଏକ ଅଙ୍କ ଖେଳ । ପ୍ରତ୍ୟେକ ଧାଡ଼ି, ସ୍ତମ୍ଭ ଓ ୩x୩ ଘରରେ ୧ରୁ ୯ ପର୍ଯ୍ୟନ୍ତ ସଂଖ୍ୟା କେବଳ ଥରେ ବ୍ୟବହାର କରନ୍ତୁ । — [1190, 2066, 1302, 2145]
sudoku-cell[interactable] — [1358, 1880, 1387, 1909]
article1-headline: ବଜାର ଅସ୍ଥିର — [599, 101, 913, 175]
letter3-text: ଉଚ୍ଚଶିକ୍ଷା ଅନୁଷ୍ଠାନଗୁଡ଼ିକରେ ଇଚ୍ଛାଧୀନ କୋଟା ବ୍ୟବସ୍ଥା ସ୍ଵଚ୍ଛ ହେବା ଉଚିତ । ମେଧାବୀ ଛାତ୍ରଛାତ୍ରୀମାନେ ଏହି କାରଣରୁ ବଞ୍ଚିତ ହେଉଛନ୍ତି । — [1190, 978, 1496, 1007]
sudoku-cell[interactable] — [1272, 1793, 1301, 1822]
sudoku-solution-cell: 7 — [1468, 2086, 1488, 2106]
sudoku-solution-cell: 1 — [1371, 2125, 1391, 2145]
article1-subhead-label: ଆଜିର ଅର୍ଥନୀତି — [666, 432, 844, 468]
sudoku-cell[interactable] — [1214, 1966, 1243, 1995]
sudoku-grid[interactable] — [1212, 1762, 1476, 2026]
sudoku-cell[interactable] — [1243, 1851, 1272, 1880]
sudoku-solution-cell: 2 — [1429, 2086, 1449, 2106]
sudoku-solution-cell: 3 — [1410, 2203, 1430, 2223]
editorial-note: ହେ ଭଗବାନ, ସେମାନଙ୍କୁ ଶାନ୍ତିଦିଅ । ଆଲୋକ ଦିଅ । ସେମାନଙ୍କର ଅନ୍ଧକାର ଓ ତମସାଚ୍ଛନ୍ନ ବୁଦ୍ଧି ଖୋଲ ଦିଅ । ସେମାନଙ୍କର ନିଜ୍ଜ୍ଵଳ ଆଶୁପାତନ ଓ ନିଶ୍ଚୟନ ଦୁଃଖିତା ଶାନ୍ତ କରିଦିଅ । ସେମାନଙ୍କୁ ଅଂଶକୋଟରେ ଆତ୍ମୋଲ୍ଲାସର ଆନନ୍ଦ ଦିଅ । — [345, 15, 978, 46]
sudoku-solution-cell: 7 — [1410, 2222, 1430, 2242]
sudoku-solution-cell: 4 — [1449, 2086, 1469, 2106]
sudoku-cell[interactable] — [1214, 1793, 1243, 1822]
sudoku-cell[interactable] — [1301, 1995, 1330, 2024]
article3-byline: ଡ. ଭାଗ୍ୟଲିପି ମଲ୍ଲ — [10, 1698, 215, 1726]
sudoku-cell[interactable] — [1387, 1764, 1416, 1793]
anniversary-year: ୧୯୮୯ — [1414, 1626, 1447, 1645]
sudoku-cell[interactable] — [1416, 1937, 1445, 1966]
sudoku-solution-cell: 4 — [1429, 2164, 1449, 2184]
sudoku-cell[interactable] — [1416, 1908, 1445, 1937]
article2-text-col1: ଅତୀତରେ ରାଜତନ୍ତ୍ରରେ ରାଜା ଥିଲେ ସର୍ବୋଚ୍ଚ କ୍ଷମତାଶାଳୀ ପ୍ରଶାସକ । ମାତ୍ର ରାଜା ନିଜେ ଆଚରଣସମ୍ପନ୍ନ ହେଲେ, ରାଜ୍ୟ ସ୍ଥିର ରହୁଥିଲା । ନ୍ୟାୟପାଳିକା ଗଣତନ୍ତ୍ରର ଏକ ଗୁରୁତ୍ଵପୂର୍ଣ୍ଣ ସ୍ତମ୍ଭ । ବିଚାରପତିମାନଙ୍କ ନିରପେକ୍ଷତା ଓ ସଚ୍ଚୋଟତା ଉପରେ ସାଧାରଣ ଲୋକଙ୍କ ବିଶ୍ଵାସ ନିର୍ଭର କରେ । ଯେତେବେଳେ ବିଚାରପତିଙ୍କ ଆଚରଣ ସମ୍ପର୍କରେ ପ୍ରଶ୍ନ ଉଠେ, ସେତେବେଳେ ସମଗ୍ର ବ୍ୟବସ୍ଥା ପ୍ରତି ଆସ୍ଥା ହ୍ରାସ ପାଏ । ସ୍ଵାଧୀନ ଭାରତରେ ନ୍ୟାୟାଳୟ ସର୍ବଦା ସମ୍ବିଧାନର ରକ୍ଷକ ଭାବେ ଭୂମିକା ନିର୍ବାହ କରିଆସିଛି । ବିଚାରପତିଙ୍କ ବିଚାରବୋଧ ହିଁ ନ୍ୟାୟର ମୂଳଦୁଆ । — [8, 886, 328, 1015]
sudoku-brand — [1190, 1706, 1312, 1735]
sudoku-cell[interactable]: 1 — [1387, 1937, 1416, 1966]
anniversary-years: ପଚିଶ ବର୍ଷ — [1232, 1600, 1304, 1621]
dharma-wheel-icon — [1090, 10, 1162, 82]
sudoku-solution-cell: 4 — [1371, 2105, 1391, 2125]
sudoku-cell[interactable]: 4 — [1243, 1966, 1272, 1995]
sudoku-cell[interactable] — [1330, 1880, 1359, 1909]
sudoku-cell[interactable] — [1416, 1880, 1445, 1909]
letter2-title: କୃଷକ ଗଣନା ହେଉ — [1264, 616, 1422, 641]
anniversary-label: ତଳକୁ ଧରିତ୍ରୀ — [1232, 1626, 1334, 1647]
sudoku-cell[interactable] — [1330, 1908, 1359, 1937]
sudoku-solution-cell: 9 — [1468, 2164, 1488, 2184]
sudoku-solution-cell: 3 — [1371, 2144, 1391, 2164]
